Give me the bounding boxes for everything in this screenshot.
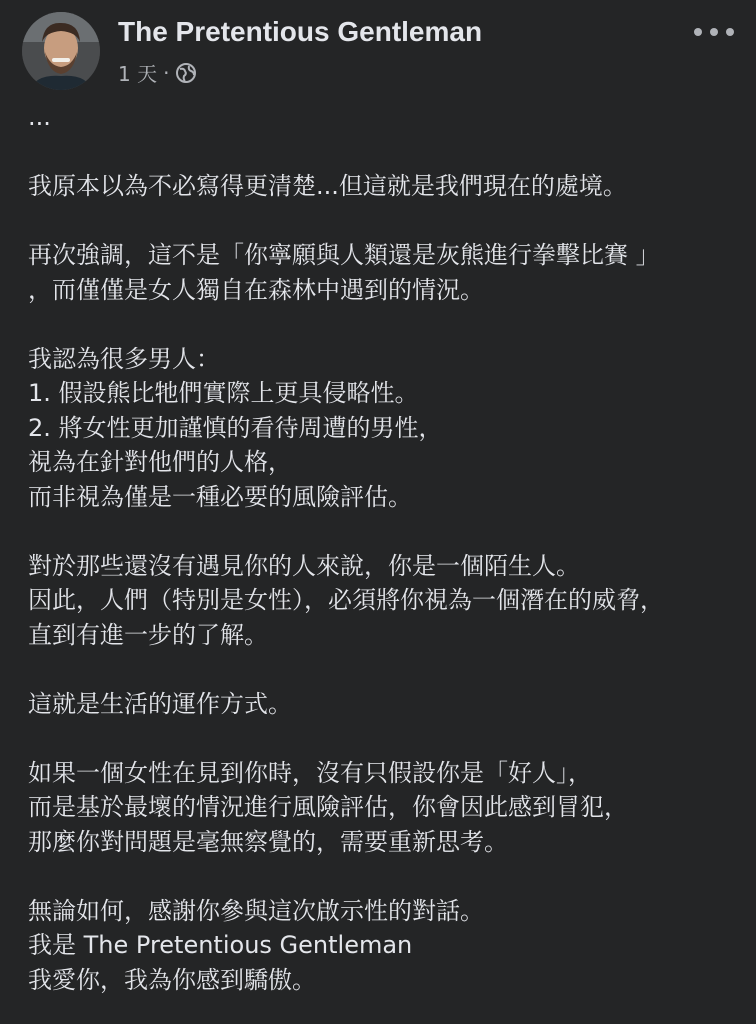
author-avatar[interactable]	[22, 12, 100, 90]
post-text-line: 無論如何，感謝你參與這次啟示性的對話。	[28, 896, 484, 925]
post-text-line: ...	[28, 103, 51, 131]
post-text-line: 那麼你對問題是毫無察覺的，需要重新思考。	[28, 827, 508, 856]
post-text-line: 而是基於最壞的情況進行風險評估，你會因此感到冒犯，	[28, 793, 628, 821]
avatar-image	[22, 12, 100, 90]
post-text-line: 2. 將女性更加謹慎的看待周遭的男性，	[28, 413, 443, 442]
post-text-line: 對於那些還沒有遇見你的人來說，你是一個陌生人。	[28, 551, 580, 580]
globe-icon[interactable]	[175, 62, 197, 84]
post-text-line: 再次強調，這不是「你寧願與人類還是灰熊進行拳擊比賽 」	[28, 241, 660, 269]
paragraph-gap	[28, 514, 756, 549]
meta-separator: ·	[163, 60, 170, 85]
paragraph-gap	[28, 859, 756, 894]
post-text-line: 視為在針對他們的人格，	[28, 448, 292, 476]
post-text-line: 我愛你，我為你感到驕傲。	[28, 965, 316, 994]
post-body	[28, 100, 756, 997]
author-name[interactable]: The Pretentious Gentleman	[118, 16, 483, 47]
paragraph-gap	[28, 135, 756, 170]
post-text-line: 我是 The Pretentious Gentleman	[28, 931, 413, 959]
more-options-icon[interactable]	[694, 18, 734, 46]
post-text-line: 這就是生活的運作方式。	[28, 689, 292, 718]
paragraph-gap	[28, 204, 756, 239]
paragraph-gap	[28, 652, 756, 687]
post-text-line: 而非視為僅是一種必要的風險評估。	[28, 482, 412, 511]
post-text-line: 我原本以為不必寫得更清楚...但這就是我們現在的處境。	[28, 172, 627, 200]
paragraph-gap	[28, 721, 756, 756]
paragraph-gap	[28, 307, 756, 342]
post-text-line: 因此，人們（特別是女性），必須將你視為一個潛在的威脅，	[28, 586, 664, 614]
post-text-line: 我認為很多男人：	[28, 344, 220, 373]
post-timestamp[interactable]: 1 天	[118, 62, 158, 86]
post-header	[0, 0, 756, 100]
post-meta	[118, 58, 197, 87]
post-text-line: ，而僅僅是女人獨自在森林中遇到的情況。	[28, 275, 484, 304]
post-text-line: 1. 假設熊比牠們實際上更具侵略性。	[28, 379, 419, 407]
post-text-line: 如果一個女性在見到你時，沒有只假設你是「好人」，	[28, 758, 592, 787]
post-text-line: 直到有進一步的了解。	[28, 620, 268, 649]
